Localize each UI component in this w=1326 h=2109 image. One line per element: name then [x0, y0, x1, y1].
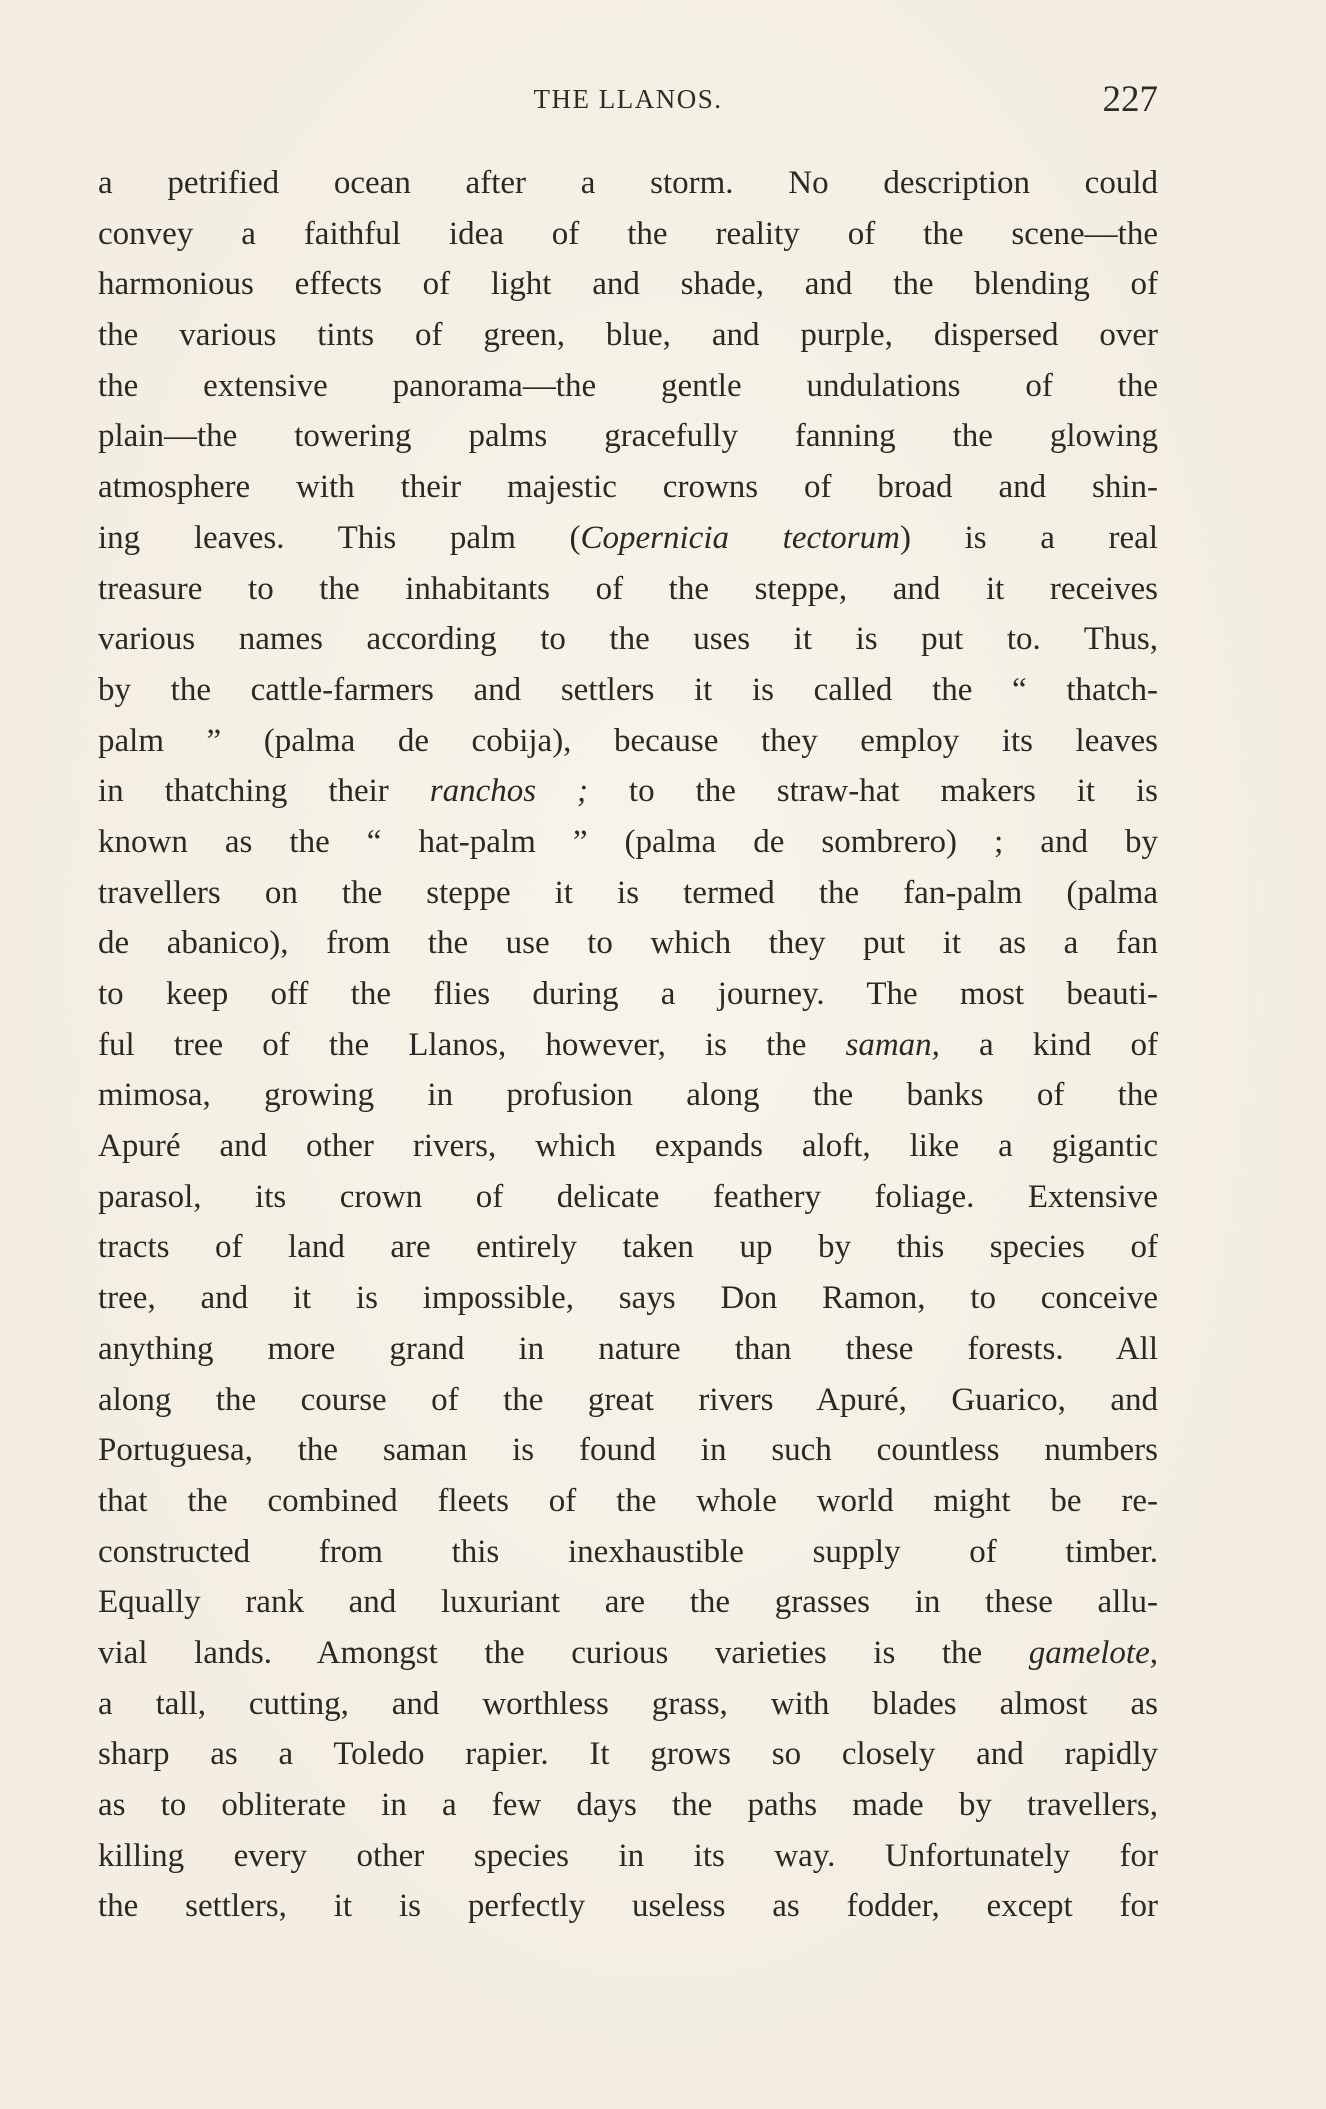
text-line: the extensive panorama—the gentle undulations of the: [98, 367, 1158, 404]
text-line: parasol, its crown of delicate feathery foliage. Extensive: [98, 1178, 1158, 1215]
text-line: vial lands. Amongst the curious varieties is the gamelote,: [98, 1634, 1158, 1671]
text-line: plain—the towering palms gracefully fanning the glowing: [98, 418, 1158, 455]
text-line: tree, and it is impossible, says Don Ramon, to conceive: [98, 1280, 1158, 1317]
text-line: atmosphere with their majestic crowns of broad and shin-: [98, 469, 1158, 506]
text-line: to keep off the flies during a journey. The most beauti-: [98, 976, 1158, 1012]
italic-term: saman,: [845, 1026, 940, 1063]
italic-term: ranchos ;: [429, 773, 588, 810]
text-line: anything more grand in nature than these forests. All: [98, 1330, 1158, 1367]
text-line: a petrified ocean after a storm. No description could: [98, 165, 1158, 201]
page-number: 227: [1102, 79, 1158, 120]
text-line: harmonious effects of light and shade, and the blending of: [98, 266, 1158, 303]
italic-term: gamelote,: [1028, 1634, 1158, 1671]
text-line: various names according to the uses it is put to. Thus,: [98, 621, 1158, 658]
text-line: killing every other species in its way. Unfortunately for: [98, 1837, 1158, 1874]
text-line: ing leaves. This palm (Copernicia tectorum) is a real: [98, 519, 1158, 556]
text-line: as to obliterate in a few days the paths made by travellers,: [98, 1787, 1158, 1823]
text-line: by the cattle-farmers and settlers it is called the “ thatch-: [98, 671, 1158, 708]
text-line: Portuguesa, the saman is found in such countless numbers: [98, 1432, 1158, 1469]
text-line: treasure to the inhabitants of the steppe, and it receives: [98, 570, 1158, 607]
running-head-title: THE LLANOS.: [533, 84, 723, 114]
text-line: mimosa, growing in profusion along the banks of the: [98, 1077, 1158, 1114]
text-line: along the course of the great rivers Apuré, Guarico, and: [98, 1381, 1158, 1418]
text-line: Equally rank and luxuriant are the grasses in these allu-: [98, 1584, 1158, 1621]
body-text: [98, 158, 1158, 1932]
text-line: Apuré and other rivers, which expands aloft, like a gigantic: [98, 1128, 1158, 1165]
text-line: travellers on the steppe it is termed the fan-palm (palma: [98, 874, 1158, 911]
text-line: de abanico), from the use to which they put it as a fan: [98, 925, 1158, 962]
text-line: ful tree of the Llanos, however, is the saman, a kind of: [98, 1026, 1158, 1063]
running-head: [98, 78, 1158, 128]
text-line: in thatching their ranchos ; to the straw-hat makers it is: [98, 773, 1158, 810]
text-line: the various tints of green, blue, and purple, dispersed over: [98, 317, 1158, 354]
text-line: constructed from this inexhaustible supply of timber.: [98, 1533, 1158, 1570]
text-line: sharp as a Toledo rapier. It grows so closely and rapidly: [98, 1736, 1158, 1773]
text-line: that the combined fleets of the whole world might be re-: [98, 1482, 1158, 1519]
italic-term: Copernicia tectorum: [580, 519, 900, 556]
text-line: a tall, cutting, and worthless grass, with blades almost as: [98, 1685, 1158, 1722]
text-line: tracts of land are entirely taken up by this species of: [98, 1229, 1158, 1266]
text-line: palm ” (palma de cobija), because they employ its leaves: [98, 722, 1158, 759]
text-line: known as the “ hat-palm ” (palma de sombrero) ; and by: [98, 823, 1158, 860]
text-line: convey a faithful idea of the reality of the scene—the: [98, 215, 1158, 252]
text-line: the settlers, it is perfectly useless as fodder, except for: [98, 1888, 1158, 1925]
